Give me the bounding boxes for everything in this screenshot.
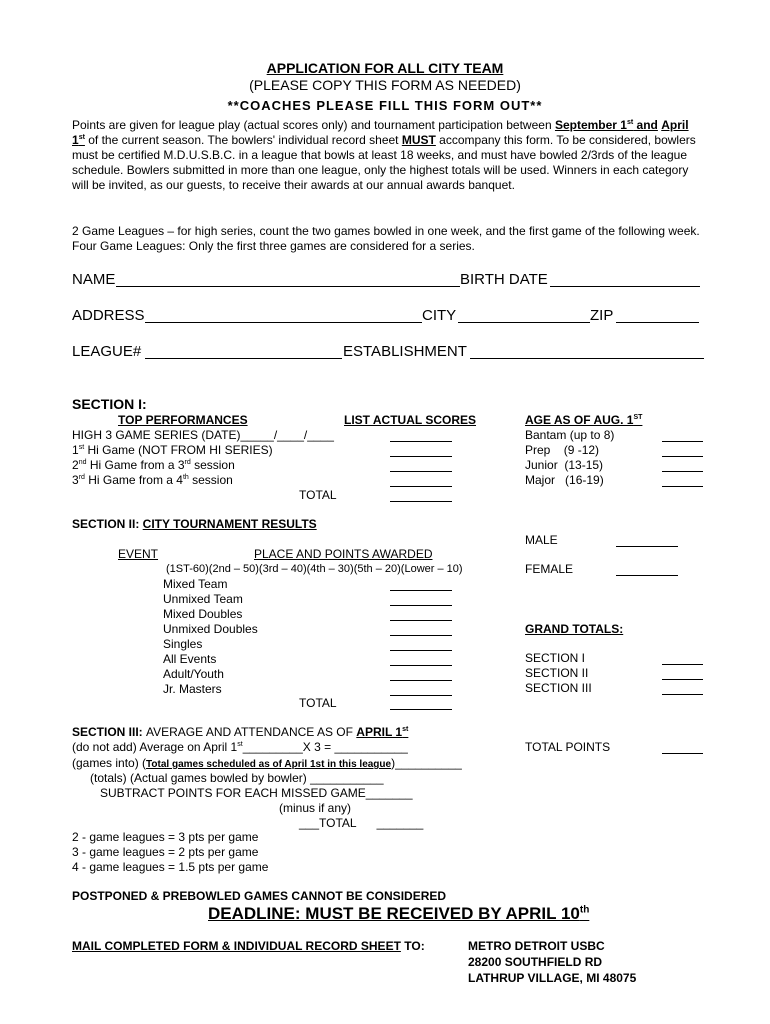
form-title: APPLICATION FOR ALL CITY TEAM	[266, 60, 504, 76]
event-points-field[interactable]	[390, 650, 452, 651]
event-item: Singles	[163, 637, 203, 651]
name-label: NAME	[72, 271, 116, 288]
section-2-title: SECTION II: CITY TOURNAMENT RESULTS	[72, 517, 317, 531]
rule-item: 2 - game leagues = 3 pts per game	[72, 830, 259, 844]
city-field[interactable]	[458, 322, 590, 323]
coaches-note: **COACHES PLEASE FILL THIS FORM OUT**	[227, 98, 543, 113]
grand-total-field[interactable]	[662, 679, 703, 680]
grand-total-section-1: SECTION I	[525, 651, 586, 665]
zip-label: ZIP	[590, 307, 614, 324]
mail-address-line: METRO DETROIT USBC	[468, 939, 605, 953]
event-header: EVENT	[118, 547, 159, 561]
event-points-field[interactable]	[390, 620, 452, 621]
must-text: MUST	[401, 133, 436, 147]
grand-total-field[interactable]	[662, 694, 703, 695]
event-points-field[interactable]	[390, 665, 452, 666]
second-hi-game-row: 2nd Hi Game from a 3rd session	[72, 458, 235, 472]
city-label: CITY	[422, 307, 457, 324]
birth-date-field[interactable]	[550, 286, 700, 287]
birth-date-label: BIRTH DATE	[460, 271, 548, 288]
event-item: Mixed Doubles	[163, 607, 243, 621]
age-major: Major (16-19)	[525, 473, 604, 487]
mail-address-line: 28200 SOUTHFIELD RD	[468, 955, 603, 969]
section-3-total: ___TOTAL _______	[299, 816, 424, 830]
deadline-note: DEADLINE: MUST BE RECEIVED BY APRIL 10th	[208, 904, 590, 923]
minus-note: (minus if any)	[279, 801, 352, 815]
league-rules-paragraph: 2 Game Leagues – for high series, count the two games bowled in one week, and the first game of the following week. Four Game Leagues: Only the first three games are considered for a series.	[72, 224, 700, 253]
score-field[interactable]	[390, 471, 452, 472]
age-field[interactable]	[662, 486, 703, 487]
copy-note: (PLEASE COPY THIS FORM AS NEEDED)	[249, 77, 521, 93]
intro-paragraph: Points are given for league play (actual scores only) and tournament participation between September 1st and April 1st of the current season. The bowlers' individual record sheet MUST accompany this form. To be considered, bowlers must be certified M.D.U.S.B.C. in a league that bowls at least 18 weeks, and must have bowled 2/3rds of the league schedule. Bowlers submitted in more than one league, only the highest totals will be used. Winners in each category will be invited, as our guests, to receive their awards at our annual awards banquet.	[72, 118, 696, 192]
section-3-title: SECTION III: AVERAGE AND ATTENDANCE AS OF APRIL 1st	[72, 725, 409, 739]
rule-item: 4 - game leagues = 1.5 pts per game	[72, 860, 269, 874]
league-field[interactable]	[145, 358, 342, 359]
establishment-field[interactable]	[470, 358, 704, 359]
event-points-field[interactable]	[390, 635, 452, 636]
grand-total-section-2: SECTION II	[525, 666, 589, 680]
zip-field[interactable]	[616, 322, 699, 323]
date-april: April 1st	[72, 118, 689, 147]
age-bantam: Bantam (up to 8)	[525, 428, 615, 442]
date-sept: September 1st and	[554, 118, 658, 132]
first-hi-game-row: 1st Hi Game (NOT FROM HI SERIES)	[72, 443, 273, 457]
section-1-title: SECTION I:	[72, 396, 147, 412]
event-item: Unmixed Team	[163, 592, 243, 606]
address-field[interactable]	[145, 322, 422, 323]
female-label: FEMALE	[525, 562, 574, 576]
age-junior: Junior (13-15)	[525, 458, 604, 472]
name-field[interactable]	[116, 286, 460, 287]
mail-instructions: MAIL COMPLETED FORM & INDIVIDUAL RECORD SHEET TO:	[72, 939, 425, 953]
grand-totals-title: GRAND TOTALS:	[525, 622, 624, 636]
event-total-field[interactable]	[390, 709, 452, 710]
actual-scores-header: LIST ACTUAL SCORES	[344, 413, 477, 427]
grand-total-field[interactable]	[662, 664, 703, 665]
establishment-label: ESTABLISHMENT	[343, 343, 467, 360]
league-label: LEAGUE#	[72, 343, 142, 360]
average-line: (do not add) Average on April 1st_________X 3 = ___________	[72, 740, 408, 754]
event-points-field[interactable]	[390, 680, 452, 681]
third-hi-game-row: 3rd Hi Game from a 4th session	[72, 473, 233, 487]
total-points-field[interactable]	[662, 753, 703, 754]
event-item: Adult/Youth	[163, 667, 224, 681]
address-label: ADDRESS	[72, 307, 145, 324]
male-field[interactable]	[616, 546, 678, 547]
event-points-field[interactable]	[390, 590, 452, 591]
event-item: All Events	[163, 652, 217, 666]
rule-item: 3 - game leagues = 2 pts per game	[72, 845, 259, 859]
age-field[interactable]	[662, 456, 703, 457]
age-header: AGE AS OF AUG. 1ST	[525, 413, 643, 427]
totals-line: (totals) (Actual games bowled by bowler) ___________	[90, 771, 384, 785]
male-label: MALE	[525, 533, 558, 547]
score-field[interactable]	[390, 441, 452, 442]
grand-total-section-3: SECTION III	[525, 681, 592, 695]
high-series-row: HIGH 3 GAME SERIES (DATE)_____/____/____	[72, 428, 334, 442]
score-field[interactable]	[390, 456, 452, 457]
event-item: Jr. Masters	[163, 682, 222, 696]
place-points-header: PLACE AND POINTS AWARDED	[254, 547, 433, 561]
score-field[interactable]	[390, 486, 452, 487]
age-field[interactable]	[662, 441, 703, 442]
event-points-field[interactable]	[390, 695, 452, 696]
section-2-total-label: TOTAL	[299, 696, 337, 710]
event-points-field[interactable]	[390, 605, 452, 606]
event-item: Mixed Team	[163, 577, 228, 591]
age-prep: Prep (9 -12)	[525, 443, 600, 457]
score-total-field[interactable]	[390, 501, 452, 502]
top-performances-header: TOP PERFORMANCES	[118, 413, 248, 427]
missed-game-line: SUBTRACT POINTS FOR EACH MISSED GAME_______	[100, 786, 413, 800]
age-field[interactable]	[662, 471, 703, 472]
mail-address-line: LATHRUP VILLAGE, MI 48075	[468, 971, 637, 985]
games-into-line: (games into) (Total games scheduled as of April 1st in this league)__________	[72, 756, 462, 770]
event-item: Unmixed Doubles	[163, 622, 258, 636]
female-field[interactable]	[616, 575, 678, 576]
total-points-label: TOTAL POINTS	[525, 740, 611, 754]
points-scale: (1ST-60)(2nd – 50)(3rd – 40)(4th – 30)(5th – 20)(Lower – 10)	[166, 563, 463, 575]
postponed-note: POSTPONED & PREBOWLED GAMES CANNOT BE CONSIDERED	[72, 889, 447, 903]
section-1-total-label: TOTAL	[299, 488, 337, 502]
